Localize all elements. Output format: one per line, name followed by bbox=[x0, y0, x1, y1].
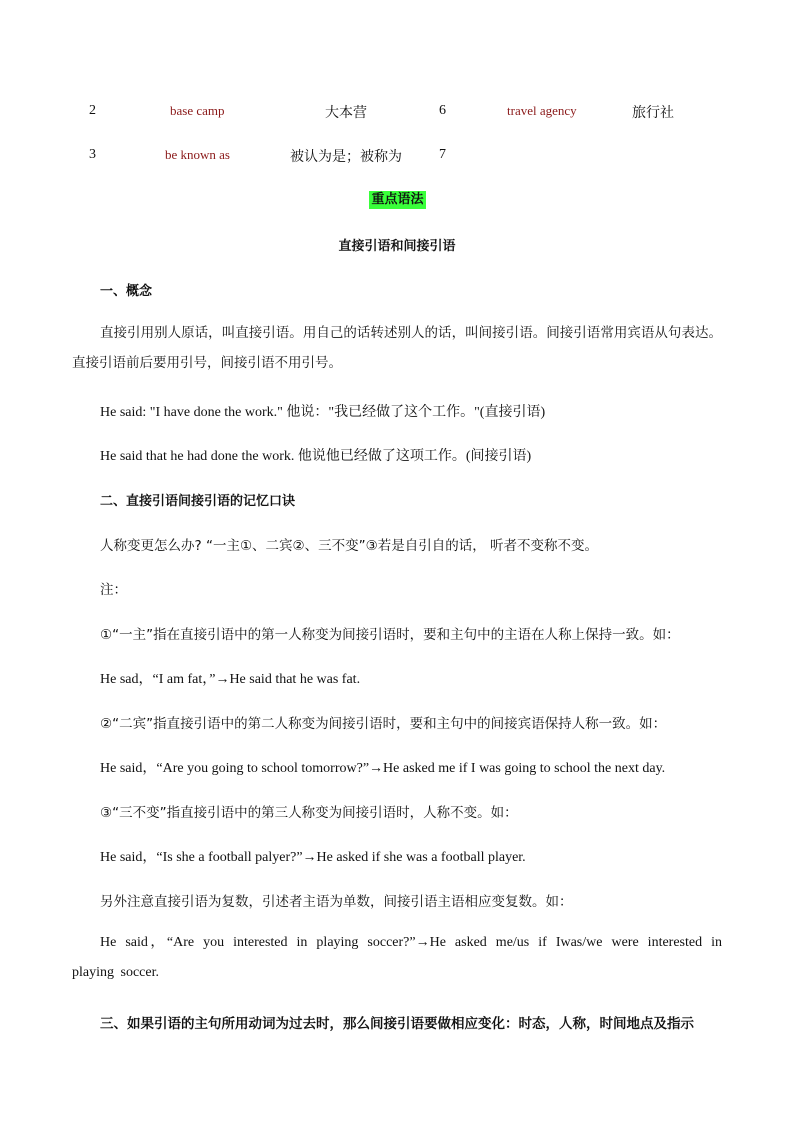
section-heading: 一、概念 bbox=[100, 284, 153, 299]
vocab-chinese: 旅行社 bbox=[632, 105, 674, 121]
vocab-number: 2 bbox=[89, 103, 96, 118]
note-label: 注： bbox=[100, 582, 127, 598]
page-title: 直接引语和间接引语 bbox=[338, 239, 456, 254]
example-sentence: He said: "I have done the work." 他说："我已经做了这个工作。"(直接引语) bbox=[100, 405, 546, 420]
vocab-number: 7 bbox=[439, 147, 446, 162]
section-heading: 三、如果引语的主句所用动词为过去时，那么间接引语要做相应变化：时态，人称，时间地点及指示 bbox=[100, 1016, 694, 1032]
note-item: ③“三不变”指直接引语中的第三人称变为间接引语时，人称不变。如： bbox=[100, 805, 518, 821]
example-sentence: He said，“Are you interested in playing soccer?”→He asked me/us if Iwas/we were interested in playing soccer. bbox=[72, 935, 722, 980]
vocab-chinese: 大本营 bbox=[325, 105, 367, 121]
example-sentence: He sad，“I am fat，”→He said that he was fat. bbox=[100, 672, 361, 687]
vocab-chinese: 被认为是；被称为 bbox=[290, 149, 402, 165]
section-heading: 二、直接引语间接引语的记忆口诀 bbox=[100, 494, 296, 509]
vocab-number: 3 bbox=[89, 147, 96, 162]
example-sentence: He said that he had done the work. 他说他已经做了这项工作。(间接引语) bbox=[100, 449, 532, 464]
paragraph: 另外注意直接引语为复数，引述者主语为单数，间接引语主语相应变复数。如： bbox=[100, 894, 573, 910]
vocab-english: be known as bbox=[165, 147, 230, 162]
note-item: ①“一主”指在直接引语中的第一人称变为间接引语时，要和主句中的主语在人称上保持一致。如： bbox=[100, 627, 680, 643]
paragraph: 直接引用别人原话，叫直接引语。用自己的话转述别人的话，叫间接引语。间接引语常用宾语从句表达。直接引语前后要用引号，间接引语不用引号。 bbox=[72, 325, 722, 371]
paragraph: 人称变更怎么办? “一主①、二宾②、三不变”③若是自引自的话， 听者不变称不变。 bbox=[100, 538, 599, 554]
vocab-number: 6 bbox=[439, 103, 446, 118]
section-badge: 重点语法 bbox=[369, 191, 426, 209]
example-sentence: He said，“Are you going to school tomorrow?”→He asked me if I was going to school the next day. bbox=[100, 761, 666, 776]
note-item: ②“二宾”指直接引语中的第二人称变为间接引语时，要和主句中的间接宾语保持人称一致。如： bbox=[100, 716, 667, 732]
example-sentence: He said，“Is she a football palyer?”→He asked if she was a football player. bbox=[100, 850, 526, 865]
vocab-english: base camp bbox=[170, 103, 225, 118]
vocab-english: travel agency bbox=[507, 103, 577, 118]
